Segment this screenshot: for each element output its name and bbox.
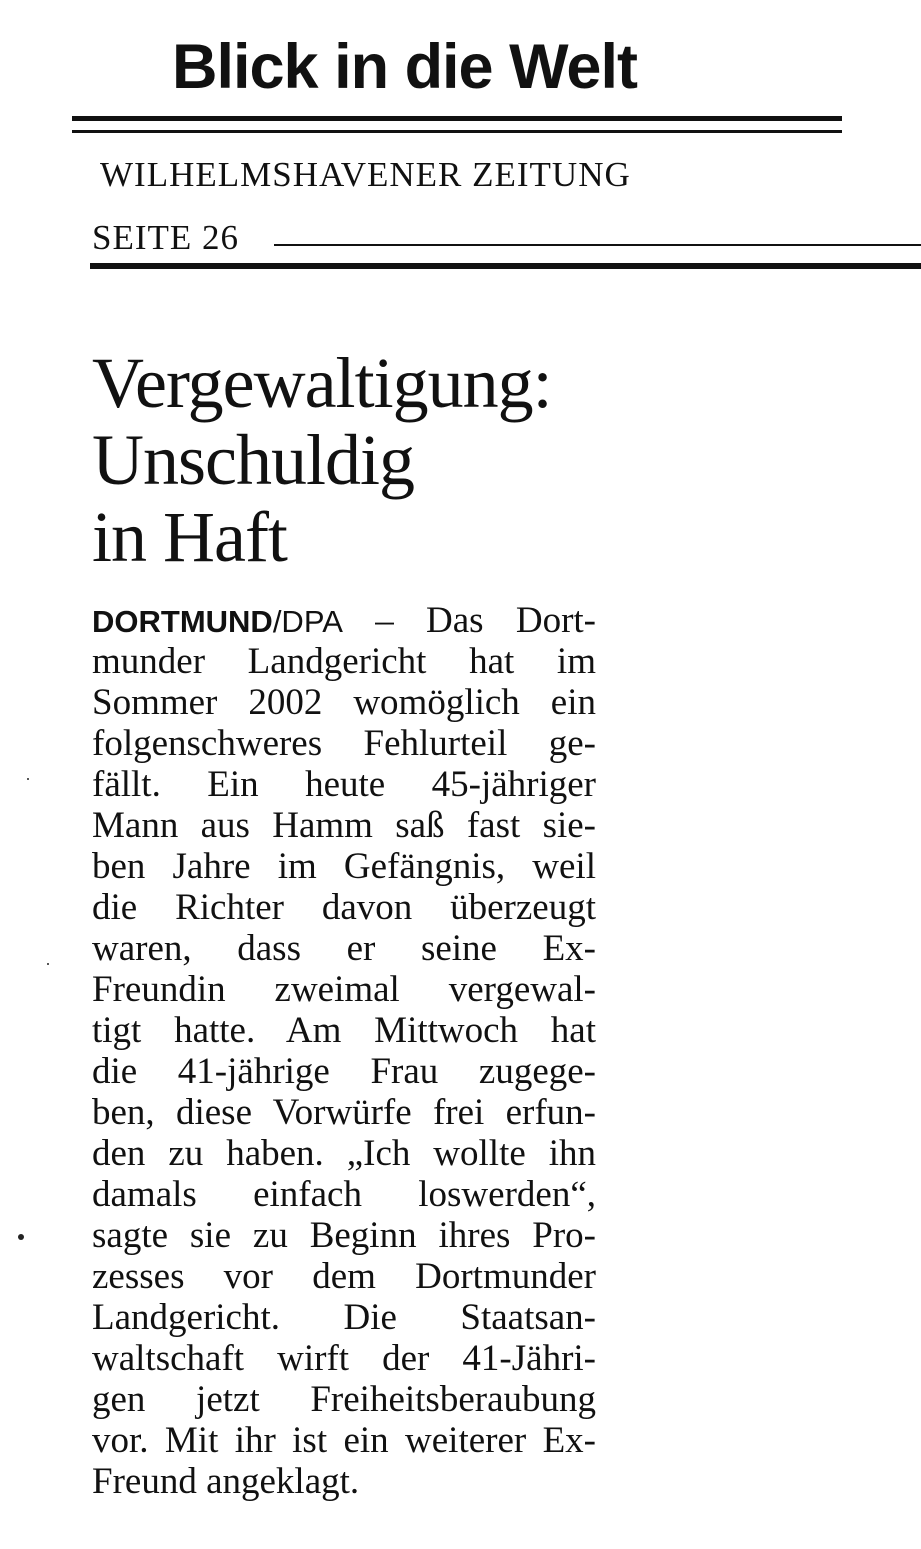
body-line: damals einfach loswerden“,	[92, 1174, 596, 1215]
page-number: SEITE 26	[92, 218, 240, 257]
dateline-city: DORTMUND	[92, 604, 273, 639]
headline-line: in Haft	[92, 497, 287, 577]
body-line: vor. Mit ihr ist ein weiterer Ex-	[92, 1420, 596, 1461]
page-label-rule	[274, 244, 921, 246]
body-line: waltschaft wirft der 41-Jähri-	[92, 1338, 596, 1379]
body-line: folgenschweres Fehlurteil ge-	[92, 723, 596, 764]
article-headline	[92, 345, 552, 576]
body-line: zesses vor dem Dortmunder	[92, 1256, 596, 1297]
scan-speck	[27, 778, 29, 780]
headline-line: Unschuldig	[92, 420, 414, 500]
dateline	[92, 604, 343, 639]
body-line: Freundin zweimal vergewal-	[92, 969, 596, 1010]
body-line: ben, diese Vorwürfe frei erfun-	[92, 1092, 596, 1133]
headline-line: Vergewaltigung:	[92, 343, 552, 423]
page-header-rule	[90, 263, 921, 269]
scan-speck	[47, 963, 49, 965]
body-line: sagte sie zu Beginn ihres Pro-	[92, 1215, 596, 1256]
body-line: gen jetzt Freiheitsberaubung	[92, 1379, 596, 1420]
body-line: tigt hatte. Am Mittwoch hat	[92, 1010, 596, 1051]
body-line-last: Freund angeklagt.	[92, 1461, 360, 1502]
first-line-text: Das Dort-	[426, 600, 596, 641]
body-line: fällt. Ein heute 45-jähriger	[92, 764, 596, 805]
body-line: Mann aus Hamm saß fast sie-	[92, 805, 596, 846]
body-line: Landgericht. Die Staatsan-	[92, 1297, 596, 1338]
body-line: ben Jahre im Gefängnis, weil	[92, 846, 596, 887]
dateline-agency: /DPA	[272, 604, 343, 639]
scan-speck	[18, 1234, 24, 1240]
article-first-line	[92, 600, 596, 641]
newspaper-name: WILHELMSHAVENER ZEITUNG	[100, 155, 631, 194]
body-line: die Richter davon überzeugt	[92, 887, 596, 928]
body-line: den zu haben. „Ich wollte ihn	[92, 1133, 596, 1174]
masthead-rule-thick	[72, 116, 842, 121]
body-line: Sommer 2002 womöglich ein	[92, 682, 596, 723]
masthead-rule-thin	[72, 130, 842, 133]
section-title: Blick in die Welt	[172, 32, 637, 102]
article-body	[92, 600, 596, 1502]
body-line: waren, dass er seine Ex-	[92, 928, 596, 969]
body-line: munder Landgericht hat im	[92, 641, 596, 682]
dateline-dash: –	[375, 600, 394, 641]
body-line: die 41-jährige Frau zugege-	[92, 1051, 596, 1092]
